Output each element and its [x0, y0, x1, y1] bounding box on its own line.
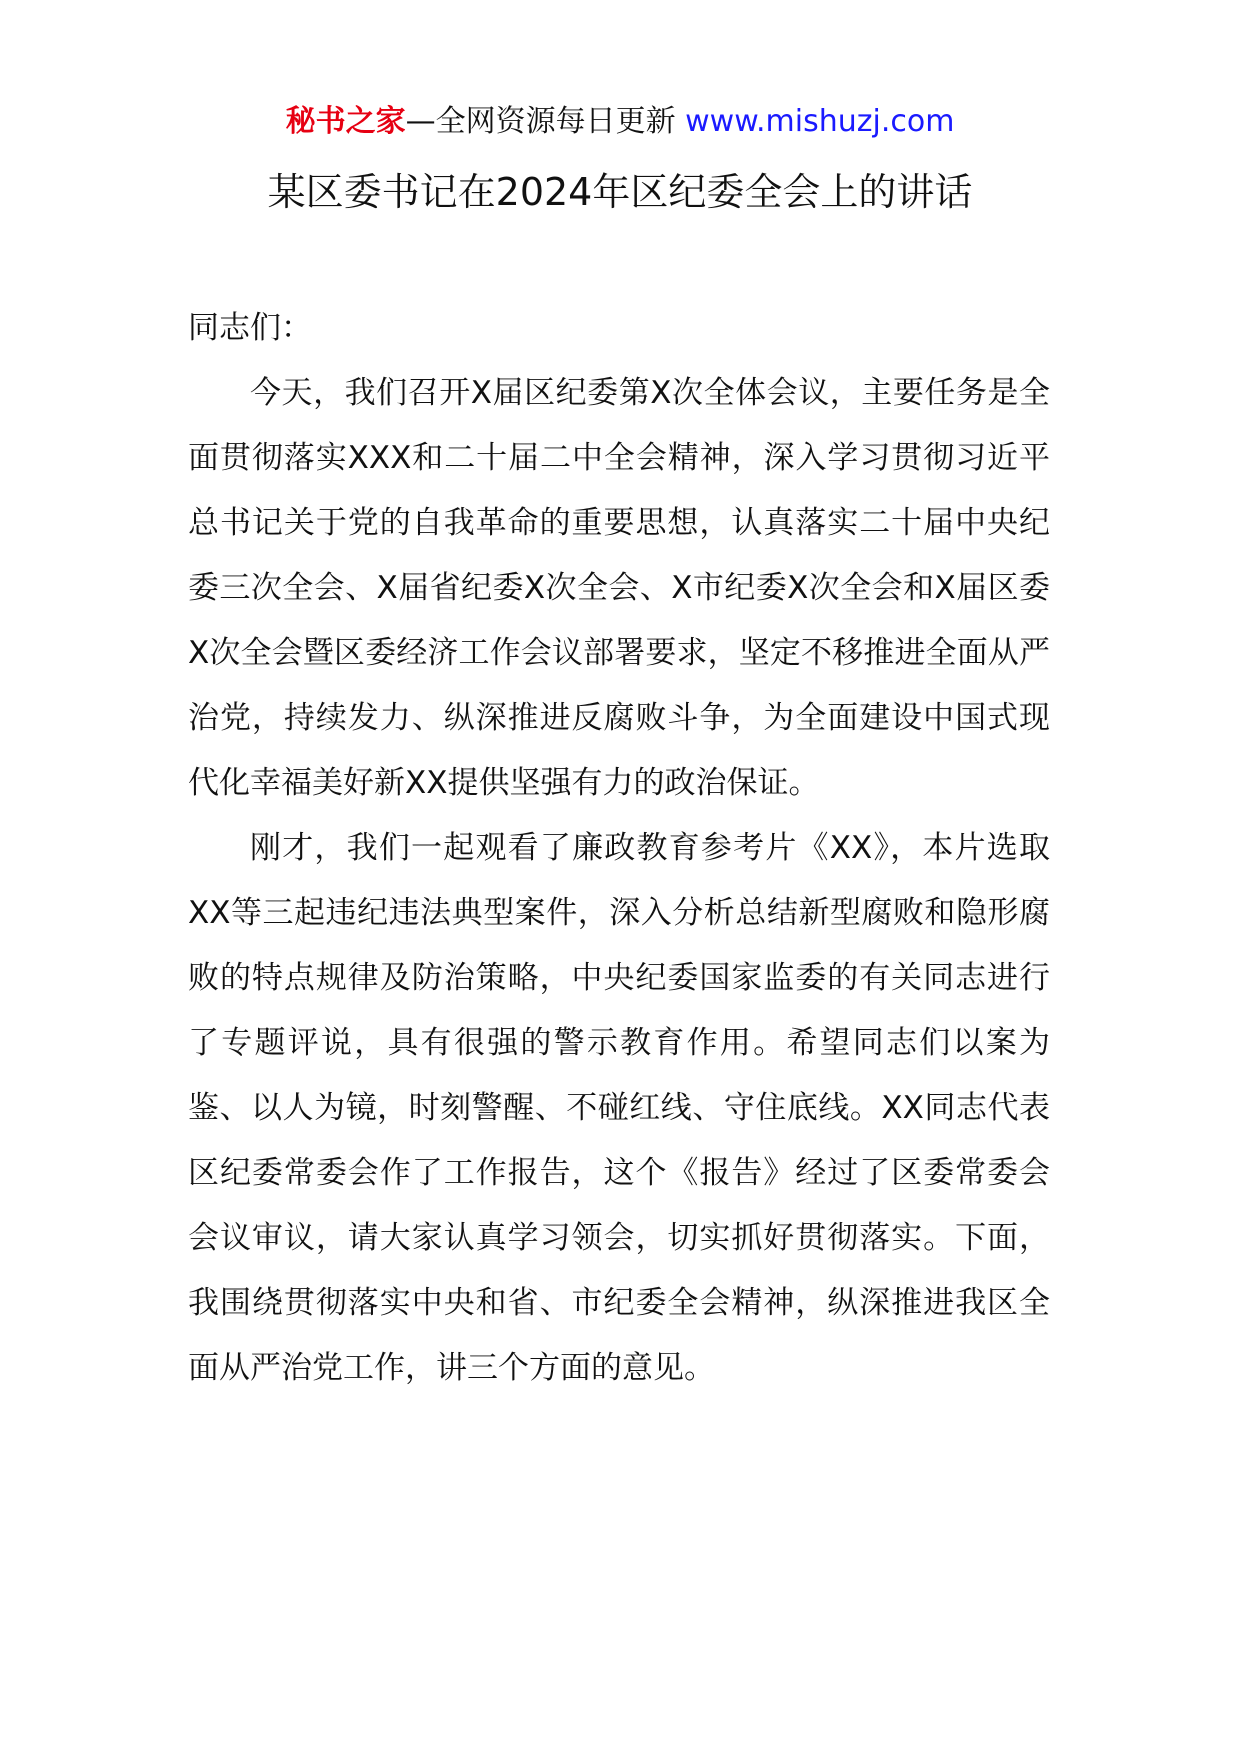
header-tagline: —全网资源每日更新 — [405, 104, 686, 139]
site-url-link[interactable]: www.mishuzj.com — [685, 104, 955, 139]
document-body — [188, 296, 1050, 1401]
salutation: 同志们： — [188, 310, 312, 346]
paragraph-2: 刚才，我们一起观看了廉政教育参考片《XX》，本片选取XX等三起违纪违法典型案件，深入分析总结新型腐败和隐形腐败的特点规律及防治策略，中央纪委国家监委的有关同志进行了专题评说，具有很强的警示教育作用。希望同志们以案为鉴、以人为镜，时刻警醒、不碰红线、守住底线。XX同志代表区纪委常委会作了工作报告，这个《报告》经过了区委常委会会议审议，请大家认真学习领会，切实抓好贯彻落实。下面，我围绕贯彻落实中央和省、市纪委全会精神，纵深推进我区全面从严治党工作，讲三个方面的意见。 — [188, 830, 1050, 1386]
paragraph-1: 今天，我们召开X届区纪委第X次全体会议，主要任务是全面贯彻落实XXX和二十届二中全会精神，深入学习贯彻习近平总书记关于党的自我革命的重要思想，认真落实二十届中央纪委三次全会、X届省纪委X次全会、X市纪委X次全会和X届区委X次全会暨区委经济工作会议部署要求，坚定不移推进全面从严治党，持续发力、纵深推进反腐败斗争，为全面建设中国式现代化幸福美好新XX提供坚强有力的政治保证。 — [188, 375, 1050, 801]
brand-name: 秘书之家 — [285, 104, 406, 139]
site-header — [0, 100, 1240, 144]
document-title: 某区委书记在2024年区纪委全会上的讲话 — [267, 170, 973, 214]
